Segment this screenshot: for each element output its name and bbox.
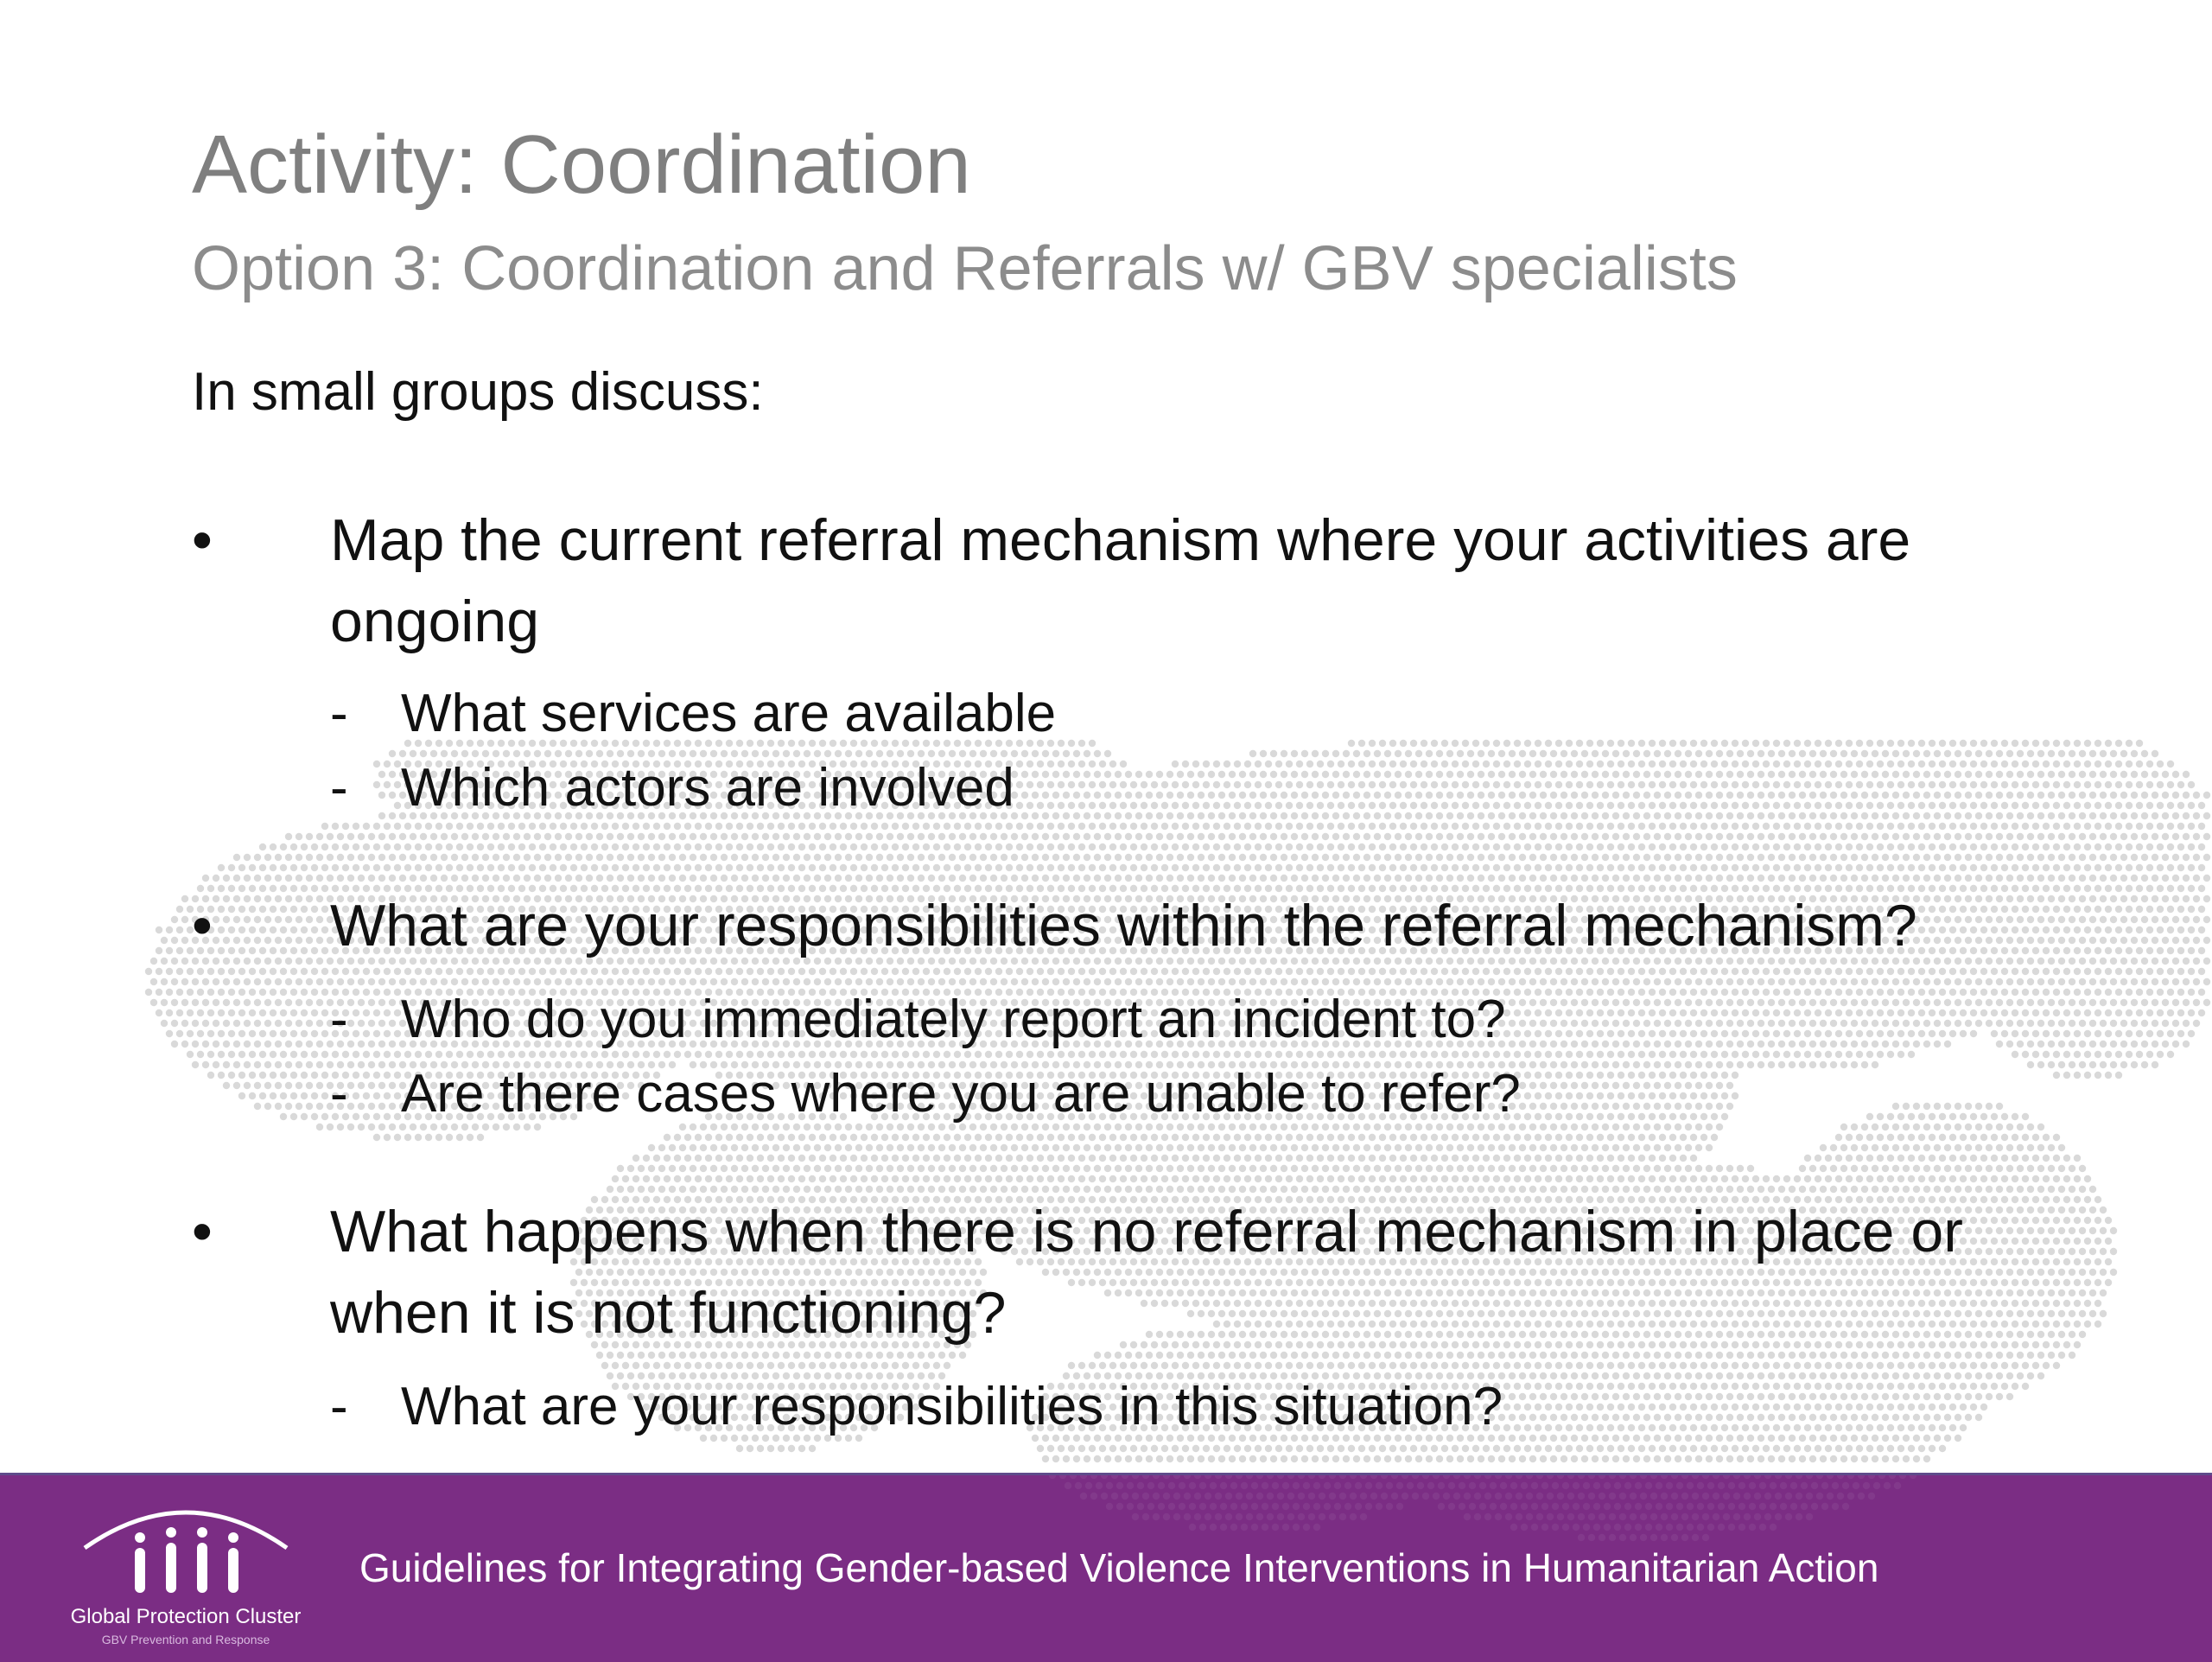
sub-marker: - bbox=[330, 684, 348, 743]
sub-marker: - bbox=[330, 758, 348, 818]
bullet-marker: • bbox=[192, 1199, 213, 1264]
logo-name: Global Protection Cluster bbox=[70, 1605, 302, 1628]
bullet-marker: • bbox=[192, 893, 213, 958]
sub-text: What services are available bbox=[401, 684, 1057, 743]
footer-bar bbox=[0, 1473, 2212, 1662]
people-under-arc-logo-icon bbox=[60, 1494, 311, 1607]
sub-item bbox=[330, 1370, 2058, 1444]
bullet-text: Map the current referral mechanism where your activities are ongoing bbox=[330, 507, 1911, 654]
sub-item bbox=[330, 1057, 2058, 1131]
sub-text: Which actors are involved bbox=[401, 758, 1014, 818]
sub-marker: - bbox=[330, 1064, 348, 1124]
sub-marker: - bbox=[330, 990, 348, 1049]
intro-text: In small groups discuss: bbox=[192, 362, 764, 422]
slide-title: Activity: Coordination bbox=[192, 118, 971, 211]
bullet-text: What happens when there is no referral mechanism in place or when it is not functioning? bbox=[330, 1199, 1963, 1346]
sub-item bbox=[330, 983, 2058, 1057]
slide-subtitle: Option 3: Coordination and Referrals w/ GBV specialists bbox=[192, 234, 1738, 303]
sub-text: What are your responsibilities in this situation? bbox=[401, 1377, 1503, 1436]
sub-text: Are there cases where you are unable to refer? bbox=[401, 1064, 1521, 1124]
bullet-text: What are your responsibilities within the referral mechanism? bbox=[330, 893, 1917, 958]
sub-text: Who do you immediately report an incident to? bbox=[401, 990, 1506, 1049]
sub-item bbox=[330, 751, 2058, 825]
footer-text: Guidelines for Integrating Gender-based Violence Interventions in Humanitarian Action bbox=[359, 1545, 1879, 1590]
bullet-item bbox=[192, 1191, 2093, 1353]
bullet-item bbox=[192, 500, 2093, 662]
sub-marker: - bbox=[330, 1377, 348, 1436]
global-protection-cluster-logo bbox=[60, 1494, 311, 1650]
bullet-item bbox=[192, 885, 2093, 966]
logo-tagline: GBV Prevention and Response bbox=[101, 1633, 270, 1646]
bullet-marker: • bbox=[192, 507, 213, 573]
sub-item bbox=[330, 677, 2058, 751]
